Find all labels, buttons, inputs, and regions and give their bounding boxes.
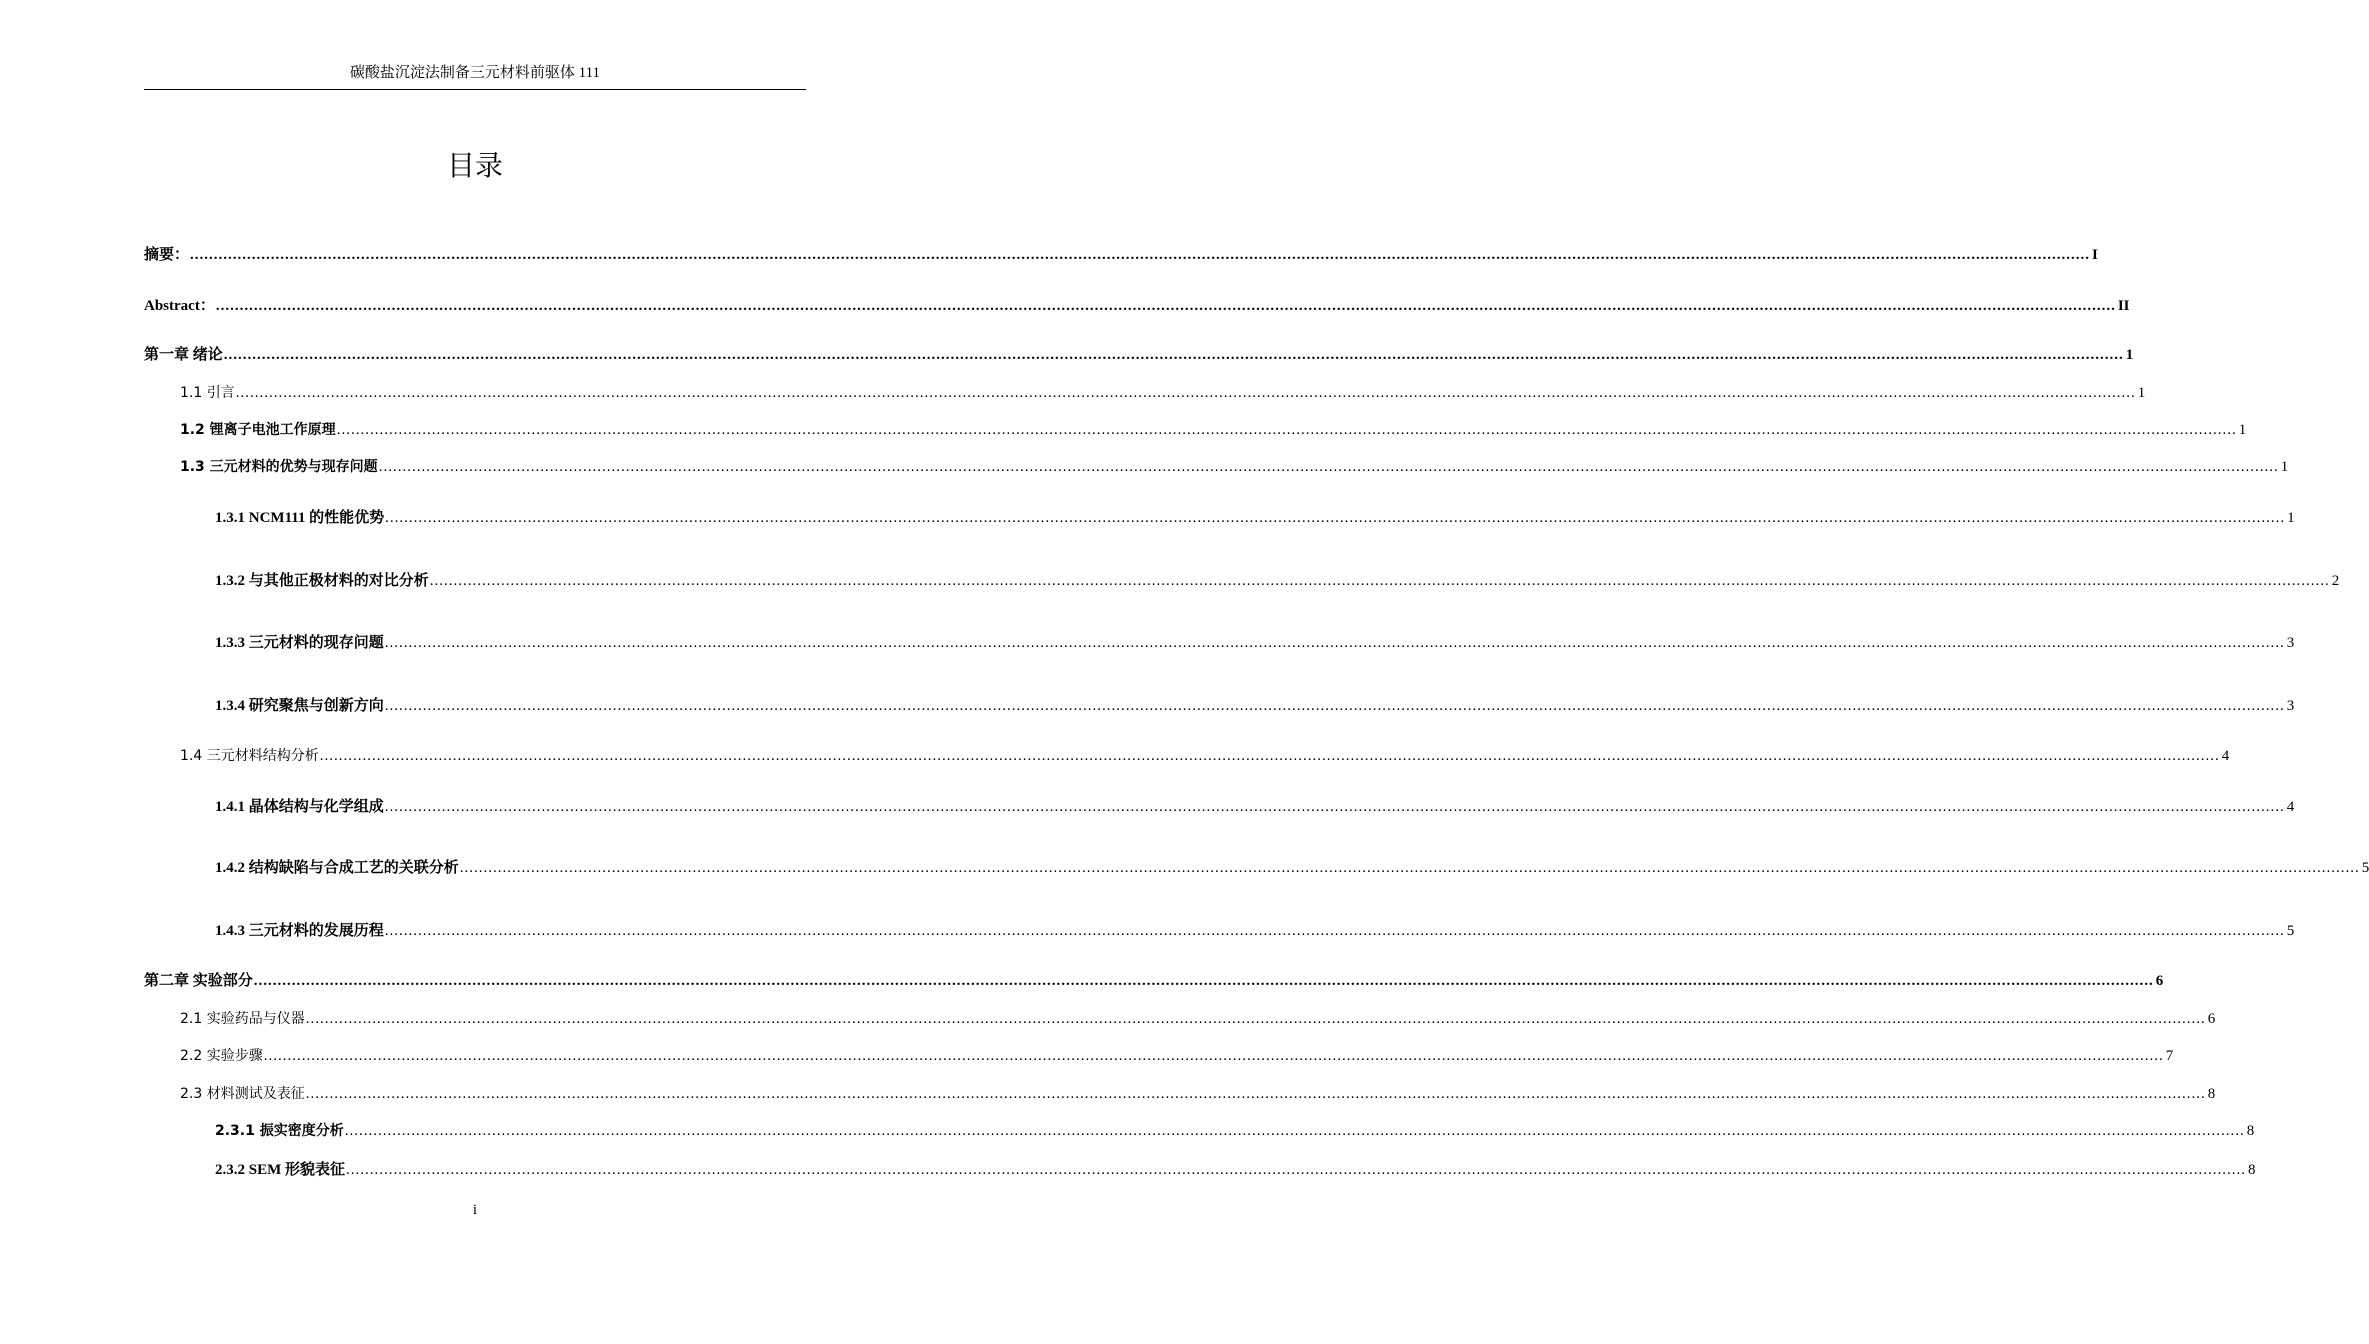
toc-entry-label: 1.3.3 三元材料的现存问题 [215,635,384,651]
toc-entry-label: 1.2 锂离子电池工作原理 [180,422,336,438]
toc-entry-chapter-1[interactable] [144,343,2134,367]
toc-entry-label: 2.3.2 SEM 形貌表征 [215,1162,346,1178]
toc-leader-dots: ................................................................................................................................................................................................................................................................................................................................................................................................................ [305,1086,2206,1102]
toc-leader-dots: ................................................................................................................................................................................................................................................................................................................................................................................................................ [215,298,2116,314]
toc-entry-page: I [2092,247,2098,263]
toc-entry-page: 3 [2286,635,2295,651]
toc-entry-page: 6 [2207,1011,2216,1027]
toc-leader-dots: ................................................................................................................................................................................................................................................................................................................................................................................................................ [253,973,2154,989]
toc-entry-page: 4 [2221,748,2230,764]
toc-entry-page: 2 [2331,573,2340,589]
toc-entry-1-4-1[interactable] [215,795,2295,819]
toc-entry-1-1[interactable] [180,381,2146,405]
toc-entry-2-3-1[interactable] [215,1119,2255,1143]
running-header: 碳酸盐沉淀法制备三元材料前驱体 111 [349,65,601,81]
toc-entry-label: 第二章 实验部分 [144,973,253,989]
toc-entry-page: 8 [2246,1123,2255,1139]
toc-leader-dots: ................................................................................................................................................................................................................................................................................................................................................................................................................ [384,923,2285,939]
toc-entry-label: 1.3.4 研究聚焦与创新方向 [215,698,384,714]
toc-entry-1-3[interactable] [180,455,2289,479]
toc-entry-label: Abstract： [144,298,215,314]
toc-entry-page: 1 [2125,347,2134,363]
toc-entry-page: 7 [2165,1048,2174,1064]
toc-leader-dots: ................................................................................................................................................................................................................................................................................................................................................................................................................ [346,1162,2247,1178]
toc-entry-abstract-en[interactable] [144,294,2130,318]
toc-leader-dots: ................................................................................................................................................................................................................................................................................................................................................................................................................ [385,510,2286,526]
toc-entry-label: 1.3.2 与其他正极材料的对比分析 [215,573,429,589]
toc-leader-dots: ................................................................................................................................................................................................................................................................................................................................................................................................................ [319,748,2220,764]
toc-entry-label: 2.3.1 振实密度分析 [215,1123,344,1139]
toc-entry-label: 1.3.1 NCM111 的性能优势 [215,510,385,526]
toc-entry-2-3-2[interactable] [215,1158,2256,1182]
toc-leader-dots: ................................................................................................................................................................................................................................................................................................................................................................................................................ [223,347,2124,363]
toc-entry-page: 4 [2286,799,2295,815]
toc-leader-dots: ................................................................................................................................................................................................................................................................................................................................................................................................................ [429,573,2330,589]
toc-entry-2-2[interactable] [180,1044,2174,1068]
toc-leader-dots: ................................................................................................................................................................................................................................................................................................................................................................................................................ [459,860,2360,876]
toc-entry-page: 1 [2280,459,2289,475]
toc-entry-label: 摘要： [144,247,190,263]
toc-entry-page: 8 [2207,1086,2216,1102]
toc-leader-dots: ................................................................................................................................................................................................................................................................................................................................................................................................................ [336,422,2237,438]
toc-entry-page: 1 [2238,422,2247,438]
toc-leader-dots: ................................................................................................................................................................................................................................................................................................................................................................................................................ [378,459,2279,475]
toc-entry-page: 1 [2287,510,2295,526]
toc-entry-page: 8 [2248,1162,2256,1178]
toc-entry-1-4-3[interactable] [215,919,2295,943]
header-rule [144,89,806,90]
toc-entry-label: 1.3 三元材料的优势与现存问题 [180,459,378,475]
toc-entry-label: 1.4.3 三元材料的发展历程 [215,923,384,939]
toc-entry-label: 2.2 实验步骤 [180,1048,263,1064]
toc-entry-1-3-1[interactable] [215,506,2295,530]
toc-entry-1-4[interactable] [180,744,2230,768]
toc-entry-page: 1 [2137,385,2146,401]
toc-entry-page: 5 [2286,923,2295,939]
toc-entry-page: 5 [2361,860,2369,876]
toc-entry-page: 3 [2286,698,2295,714]
toc-entry-label: 第一章 绪论 [144,347,223,363]
toc-entry-1-3-4[interactable] [215,694,2295,718]
toc-entry-2-3[interactable] [180,1082,2216,1106]
toc-entry-1-2[interactable] [180,418,2247,442]
toc-leader-dots: ................................................................................................................................................................................................................................................................................................................................................................................................................ [344,1123,2245,1139]
toc-leader-dots: ................................................................................................................................................................................................................................................................................................................................................................................................................ [384,698,2285,714]
toc-entry-chapter-2[interactable] [144,969,2164,993]
toc-entry-page: 6 [2155,973,2164,989]
toc-entry-2-1[interactable] [180,1007,2216,1031]
toc-entry-label: 1.4.2 结构缺陷与合成工艺的关联分析 [215,860,459,876]
toc-title: 目录 [446,149,503,182]
toc-entry-1-3-3[interactable] [215,631,2295,655]
toc-entry-label: 1.1 引言 [180,385,235,401]
toc-entry-page: II [2117,298,2130,314]
toc-leader-dots: ................................................................................................................................................................................................................................................................................................................................................................................................................ [384,799,2285,815]
toc-entry-abstract-cn[interactable] [144,243,2098,267]
toc-entry-label: 2.1 实验药品与仪器 [180,1011,305,1027]
toc-entry-label: 1.4.1 晶体结构与化学组成 [215,799,384,815]
toc-entry-label: 1.4 三元材料结构分析 [180,748,319,764]
toc-entry-label: 2.3 材料测试及表征 [180,1086,305,1102]
toc-leader-dots: ................................................................................................................................................................................................................................................................................................................................................................................................................ [263,1048,2164,1064]
toc-leader-dots: ................................................................................................................................................................................................................................................................................................................................................................................................................ [384,635,2285,651]
toc-entry-1-3-2[interactable] [215,569,2340,593]
page-number: i [472,1202,478,1218]
toc-leader-dots: ................................................................................................................................................................................................................................................................................................................................................................................................................ [235,385,2136,401]
toc-entry-1-4-2[interactable] [215,856,2369,880]
toc-leader-dots: ................................................................................................................................................................................................................................................................................................................................................................................................................ [305,1011,2206,1027]
toc-leader-dots: ................................................................................................................................................................................................................................................................................................................................................................................................................ [190,247,2091,263]
